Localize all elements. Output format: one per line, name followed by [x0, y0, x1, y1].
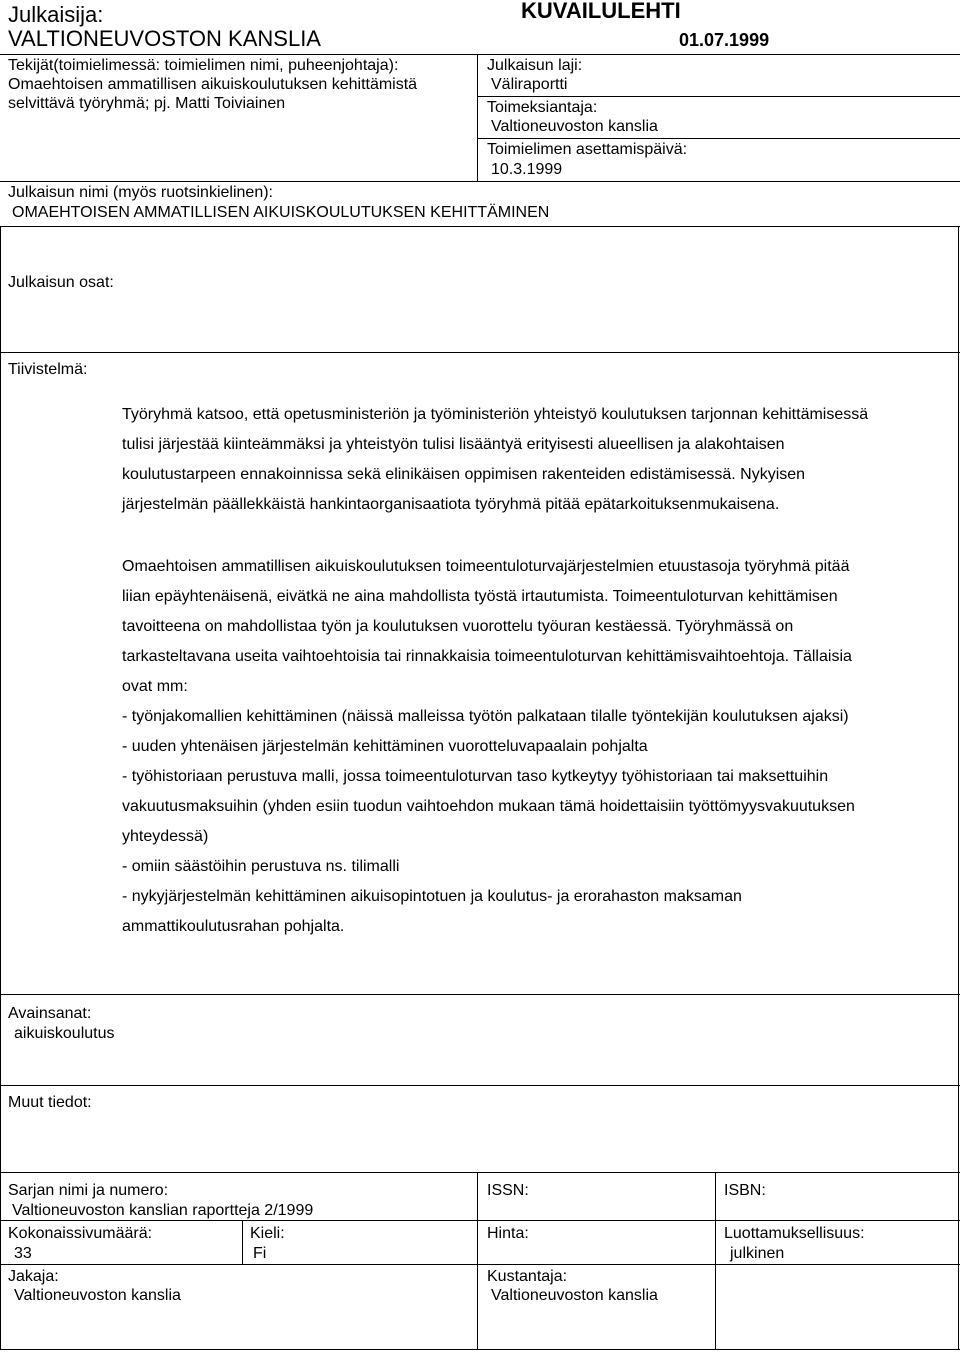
divider: [0, 226, 960, 227]
abstract-line: koulutustarpeen ennakoinnissa sekä elinikäisen oppimisen rakenteiden edistämisessä. Nykyisen: [122, 466, 806, 483]
established-label: Toimielimen asettamispäivä:: [487, 141, 688, 158]
confidentiality-label: Luottamuksellisuus:: [724, 1225, 865, 1242]
pub-type-label: Julkaisun laji:: [487, 57, 583, 74]
abstract-line: - uuden yhtenäisen järjestelmän kehittäminen vuorotteluvapaalain pohjalta: [122, 738, 648, 755]
bottom-border: [0, 1349, 960, 1350]
abstract-line: järjestelmän päällekkäistä hankintaorganisaatiota työryhmä pitää epätarkoituksenmukaisena.: [122, 496, 780, 513]
publisher-label: Julkaisija:: [8, 2, 104, 27]
isbn-label: ISBN:: [724, 1182, 766, 1199]
footer-column-divider: [715, 1172, 716, 1350]
authors-line: Omaehtoisen ammatillisen aikuiskoulutuksen kehittämistä: [8, 76, 418, 93]
language-label: Kieli:: [250, 1225, 285, 1242]
publisher-name: VALTIONEUVOSTON KANSLIA: [8, 26, 321, 51]
right-border: [958, 226, 959, 1350]
abstract-line: ovat mm:: [122, 678, 188, 695]
abstract-line: yhteydessä): [122, 828, 209, 845]
abstract-line: tulisi järjestää kiinteämmäksi ja yhteistyön tulisi lisääntyä erityisesti alueellisen ja alakohtaisen: [122, 436, 785, 453]
printer-label: Kustantaja:: [487, 1268, 568, 1285]
abstract-line: Työryhmä katsoo, että opetusministeriön ja työministeriön yhteistyö koulutuksen tarjonnan kehittämisessä: [122, 406, 869, 423]
confidentiality-value: julkinen: [730, 1245, 785, 1262]
distributor-value: Valtioneuvoston kanslia: [14, 1287, 181, 1304]
established-value: 10.3.1999: [491, 161, 563, 178]
divider: [0, 1264, 960, 1265]
header-column-divider: [477, 54, 478, 181]
footer-column-divider: [477, 1172, 478, 1350]
divider: [0, 1085, 960, 1086]
commissioner-label: Toimeksiantaja:: [487, 99, 598, 116]
form-title: KUVAILULEHTI: [521, 0, 681, 23]
abstract-line: - työhistoriaan perustuva malli, jossa toimeentuloturvan taso kytkeytyy työhistoriaan tai maksettuihin: [122, 768, 829, 785]
divider: [477, 138, 960, 139]
abstract-line: - omiin säästöihin perustuva ns. tilimalli: [122, 858, 400, 875]
abstract-line: tarkasteltavana useita vaihtoehtoisia tai rinnakkaisia toimeentuloturvan kehittämisvaihtoehtoja. Tällaisia: [122, 648, 852, 665]
divider: [0, 1220, 960, 1221]
abstract-line: liian epäyhtenäisenä, eivätkä ne aina mahdollista työstä irtautumista. Toimeentuloturvan kehittämisen: [122, 588, 838, 605]
abstract-line: - työnjakomallien kehittäminen (näissä malleissa työtön palkataan tilalle työntekijän koulutuksen ajaksi): [122, 708, 849, 725]
distributor-label: Jakaja:: [8, 1268, 59, 1285]
abstract-line: vakuutusmaksuihin (yhden esiin tuodun vaihtoehdon mukaan tämä hoidettaisiin työttömyysvakuutuksen: [122, 798, 855, 815]
footer-column-divider: [242, 1220, 243, 1264]
form-date: 01.07.1999: [679, 30, 770, 50]
authors-line: selvittävä työryhmä; pj. Matti Toiviainen: [8, 95, 286, 112]
series-value: Valtioneuvoston kanslian raportteja 2/1999: [12, 1202, 314, 1219]
divider: [477, 96, 960, 97]
divider: [0, 994, 960, 995]
keywords-label: Avainsanat:: [8, 1005, 92, 1022]
parts-label: Julkaisun osat:: [8, 274, 114, 291]
pub-name-value: OMAEHTOISEN AMMATILLISEN AIKUISKOULUTUKSEN KEHITTÄMINEN: [12, 204, 550, 221]
price-label: Hinta:: [487, 1225, 529, 1242]
divider: [0, 352, 960, 353]
abstract-paragraph-1: [122, 400, 922, 520]
pub-type-value: Väliraportti: [491, 76, 568, 93]
keywords-value: aikuiskoulutus: [14, 1025, 115, 1042]
language-value: Fi: [253, 1245, 267, 1262]
left-border: [0, 226, 1, 1350]
pages-label: Kokonaissivumäärä:: [8, 1225, 153, 1242]
abstract-line: ammattikoulutusrahan pohjalta.: [122, 918, 345, 935]
abstract-label: Tiivistelmä:: [8, 361, 88, 378]
series-label: Sarjan nimi ja numero:: [8, 1182, 169, 1199]
commissioner-value: Valtioneuvoston kanslia: [491, 118, 658, 135]
abstract-line: - nykyjärjestelmän kehittäminen aikuisopintotuen ja koulutus- ja erorahaston maksaman: [122, 888, 742, 905]
pages-value: 33: [14, 1245, 32, 1262]
divider: [0, 181, 960, 182]
issn-label: ISSN:: [487, 1182, 529, 1199]
other-info-label: Muut tiedot:: [8, 1094, 92, 1111]
authors-label: Tekijät(toimielimessä: toimielimen nimi, puheenjohtaja):: [8, 57, 399, 74]
abstract-line: Omaehtoisen ammatillisen aikuiskoulutuksen toimeentuloturvajärjestelmien etuustasoja työryhmä pitää: [122, 558, 850, 575]
abstract-paragraph-2: [122, 552, 922, 942]
header-divider: [0, 54, 960, 55]
printer-value: Valtioneuvoston kanslia: [491, 1287, 658, 1304]
abstract-line: tavoitteena on mahdollistaa työn ja koulutuksen vuorottelu työuran kestäessä. Työryhmässä on: [122, 618, 794, 635]
divider: [0, 1172, 960, 1173]
pub-name-label: Julkaisun nimi (myös ruotsinkielinen):: [8, 184, 273, 201]
